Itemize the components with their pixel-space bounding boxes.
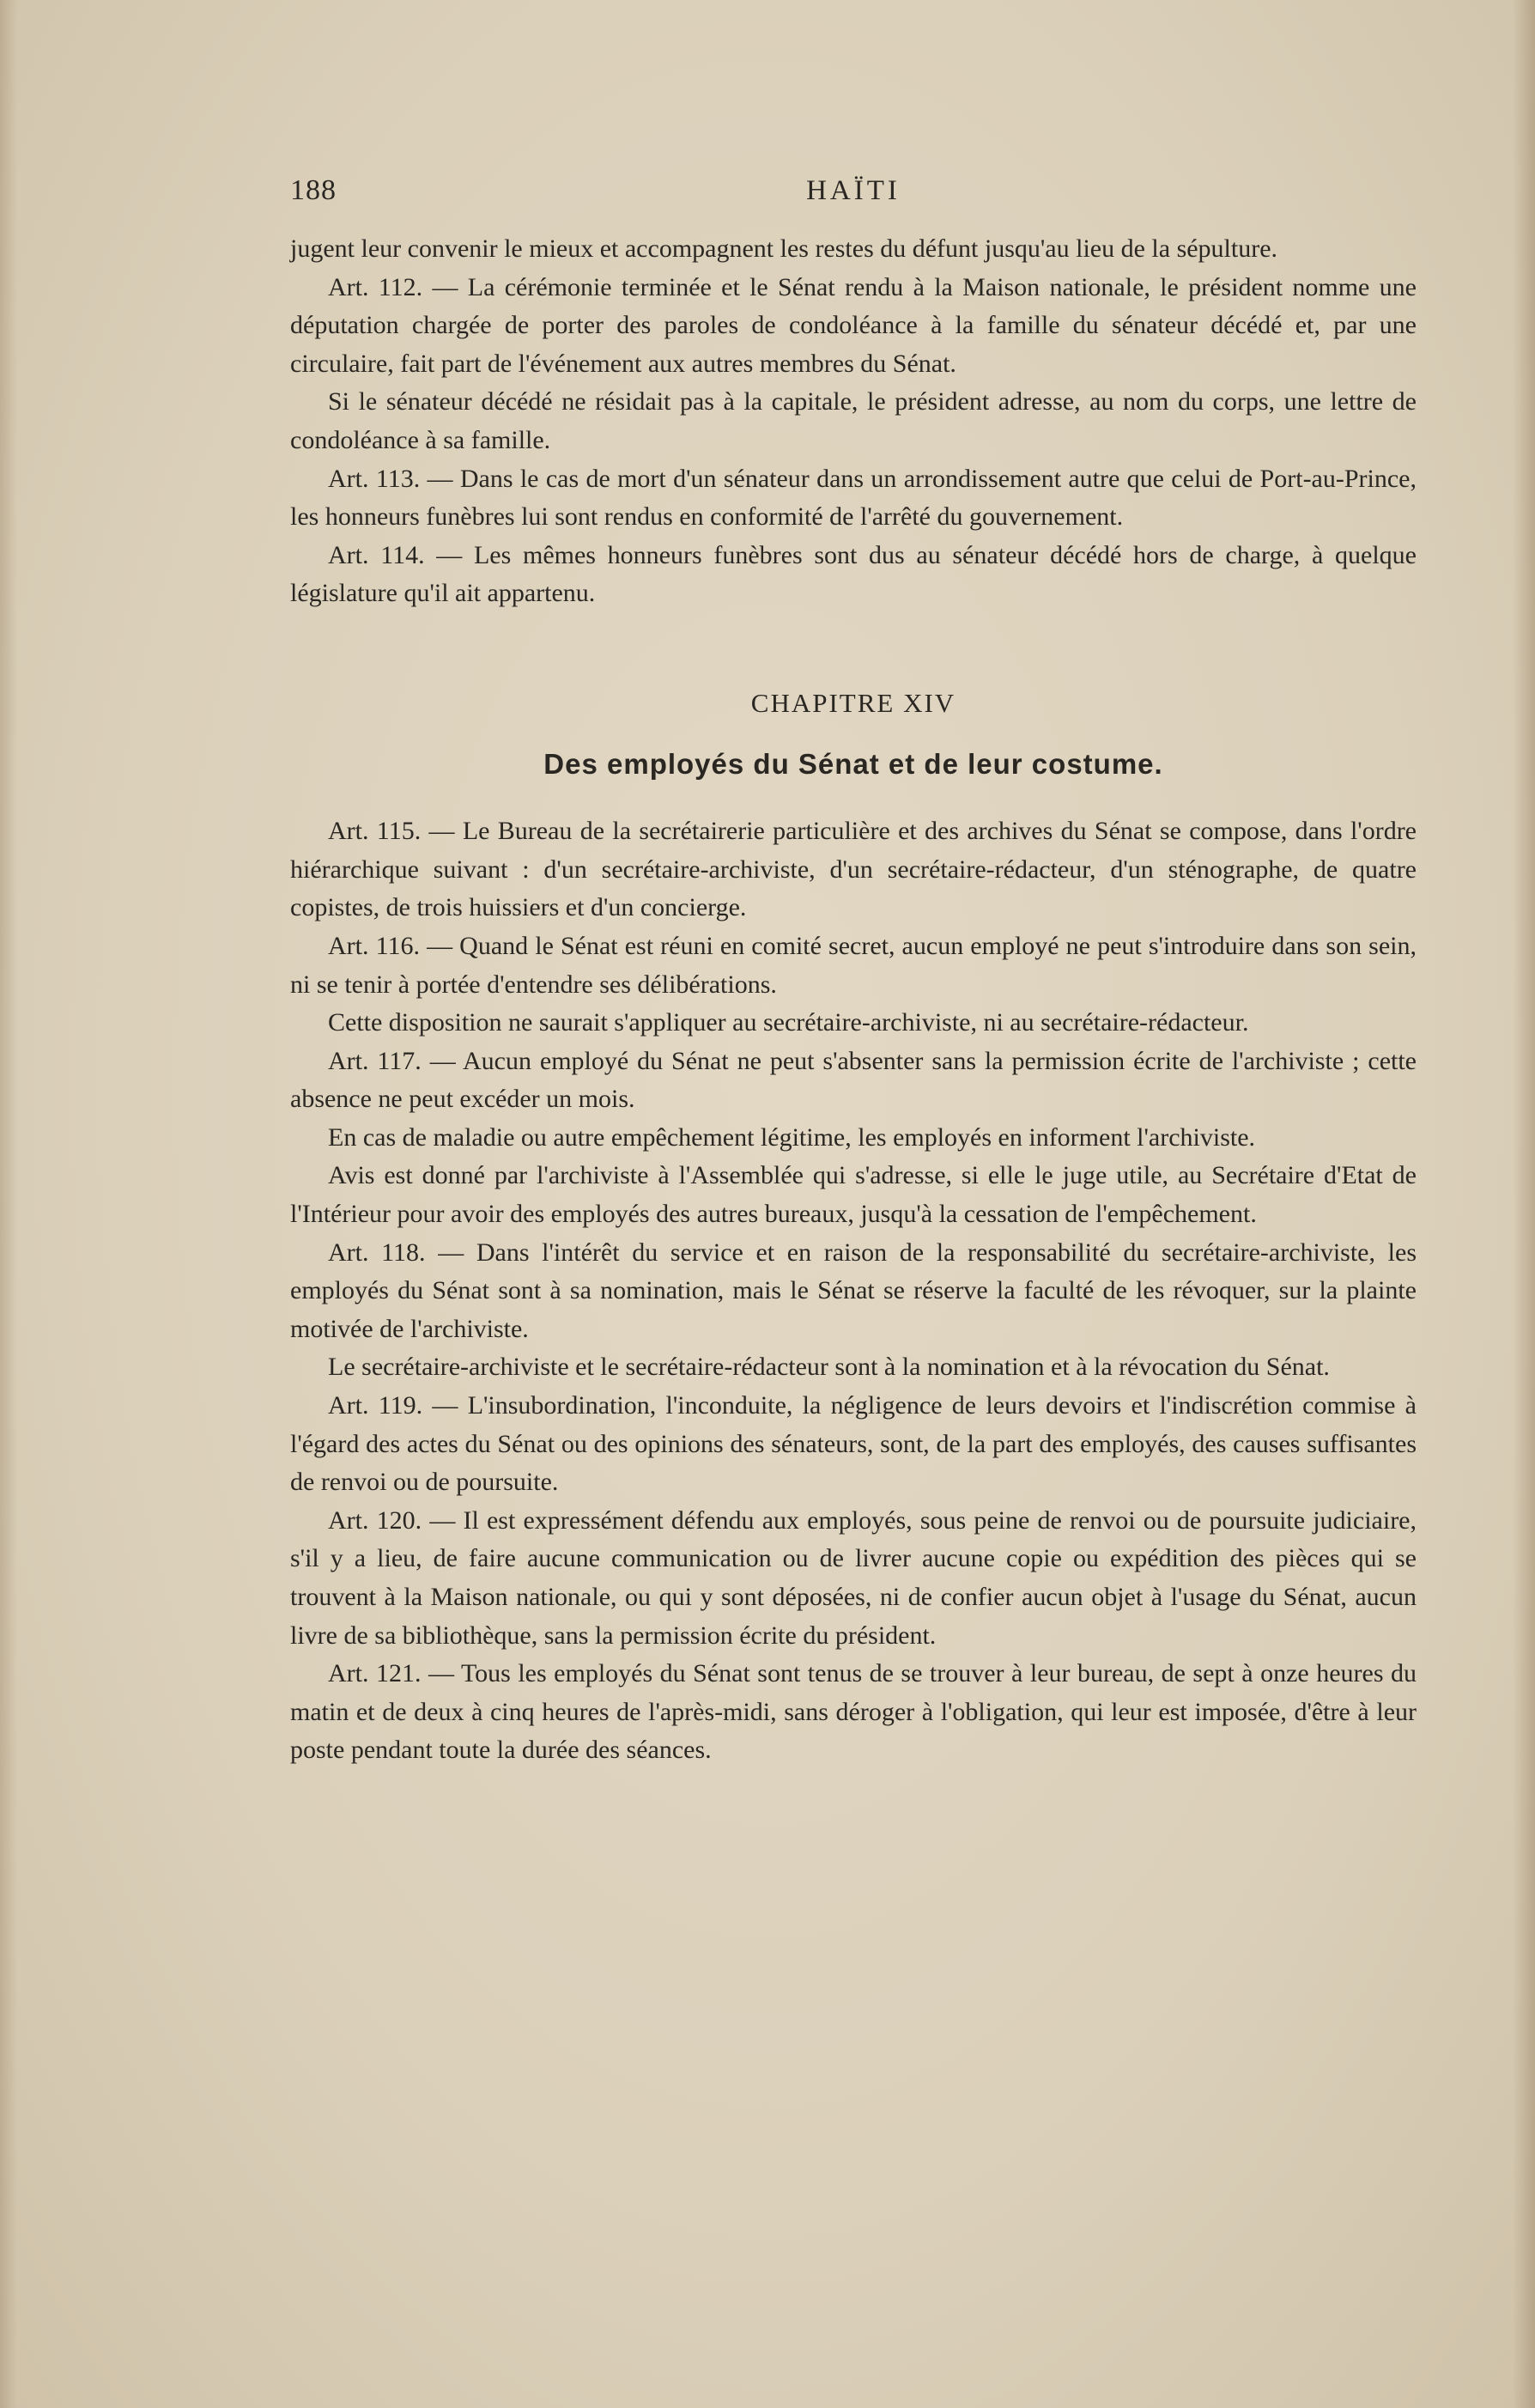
running-title: HAÏTI [806, 175, 901, 206]
paragraph: Art. 113. — Dans le cas de mort d'un sénateur dans un arrondissement autre que celui de Port-au-Prince, les honneurs funèbres lui sont rendus en conformité de l'arrêté du gouvernement. [290, 464, 1417, 532]
page-text-block [290, 172, 1417, 1770]
paragraph: Art. 120. — Il est expressément défendu aux employés, sous peine de renvoi ou de poursuite judiciaire, s'il y a lieu, de faire aucune communication ou de livrer aucune copie ou expédition des pièces qui se trouvent à la Maison nationale, ou qui y sont déposées, ni de confier aucun objet à l'usage du Sénat, aucun livre de sa bibliothèque, sans la permission écrite du président. [290, 1505, 1417, 1650]
paragraph: Art. 121. — Tous les employés du Sénat sont tenus de se trouver à leur bureau, de sept à onze heures du matin et de deux à cinq heures de l'après-midi, sans déroger à l'obligation, qui leur est imposée, d'être à leur poste pendant toute la durée des séances. [290, 1659, 1417, 1765]
paragraph: En cas de maladie ou autre empêchement légitime, les employés en informent l'archiviste. [328, 1122, 1256, 1152]
chapter-title: Des employés du Sénat et de leur costume. [543, 747, 1163, 780]
paragraph: Art. 117. — Aucun employé du Sénat ne peut s'absenter sans la permission écrite de l'archiviste ; cette absence ne peut excéder un mois. [290, 1046, 1417, 1114]
paragraph: Art. 115. — Le Bureau de la secrétairerie particulière et des archives du Sénat se compose, dans l'ordre hiérarchique suivant : d'un secrétaire-archiviste, d'un secrétaire-rédacteur, d'un sténographe, de quatre copistes, de trois huissiers et d'un concierge. [290, 817, 1417, 922]
paragraph: Si le sénateur décédé ne résidait pas à la capitale, le président adresse, au nom du corps, une lettre de condoléance à sa famille. [290, 387, 1417, 454]
page-edge-left [0, 0, 17, 2408]
paragraphs-after-chapter [290, 812, 1417, 1770]
paragraph: Art. 118. — Dans l'intérêt du service et en raison de la responsabilité du secrétaire-archiviste, les employés du Sénat sont à sa nomination, mais le Sénat se réserve la faculté de les révoquer, sur la plainte motivée de l'archiviste. [290, 1237, 1417, 1343]
page-edge-right [1513, 0, 1535, 2408]
paragraph: Le secrétaire-archiviste et le secrétaire-rédacteur sont à la nomination et à la révocation du Sénat. [328, 1353, 1330, 1382]
paragraphs-before-chapter [290, 230, 1417, 613]
running-head [290, 172, 1417, 223]
page-number: 188 [290, 174, 337, 206]
paragraph: Art. 119. — L'insubordination, l'inconduite, la négligence de leurs devoirs et l'indiscrétion commise à l'égard des actes du Sénat ou des opinions des sénateurs, sont, de la part des employés, des causes suffisantes de renvoi ou de poursuite. [290, 1391, 1417, 1497]
paragraph: Art. 112. — La cérémonie terminée et le Sénat rendu à la Maison nationale, le président nomme une députation chargée de porter des paroles de condoléance à la famille du sénateur décédé et, par une circulaire, fait part de l'événement aux autres membres du Sénat. [290, 272, 1417, 378]
paragraph: jugent leur convenir le mieux et accompagnent les restes du défunt jusqu'au lieu de la sépulture. [290, 234, 1278, 263]
paragraph: Avis est donné par l'archiviste à l'Assemblée qui s'adresse, si elle le juge utile, au Secrétaire d'Etat de l'Intérieur pour avoir des employés des autres bureaux, jusqu'à la cessation de l'empêchement. [290, 1161, 1417, 1229]
chapter-heading: CHAPITRE XIV [750, 687, 956, 718]
paragraph: Art. 116. — Quand le Sénat est réuni en comité secret, aucun employé ne peut s'introduire dans son sein, ni se tenir à portée d'entendre ses délibérations. [290, 931, 1417, 999]
paragraph: Art. 114. — Les mêmes honneurs funèbres sont dus au sénateur décédé hors de charge, à quelque législature qu'il ait appartenu. [290, 540, 1417, 608]
paragraph: Cette disposition ne saurait s'appliquer au secrétaire-archiviste, ni au secrétaire-rédacteur. [328, 1008, 1249, 1037]
